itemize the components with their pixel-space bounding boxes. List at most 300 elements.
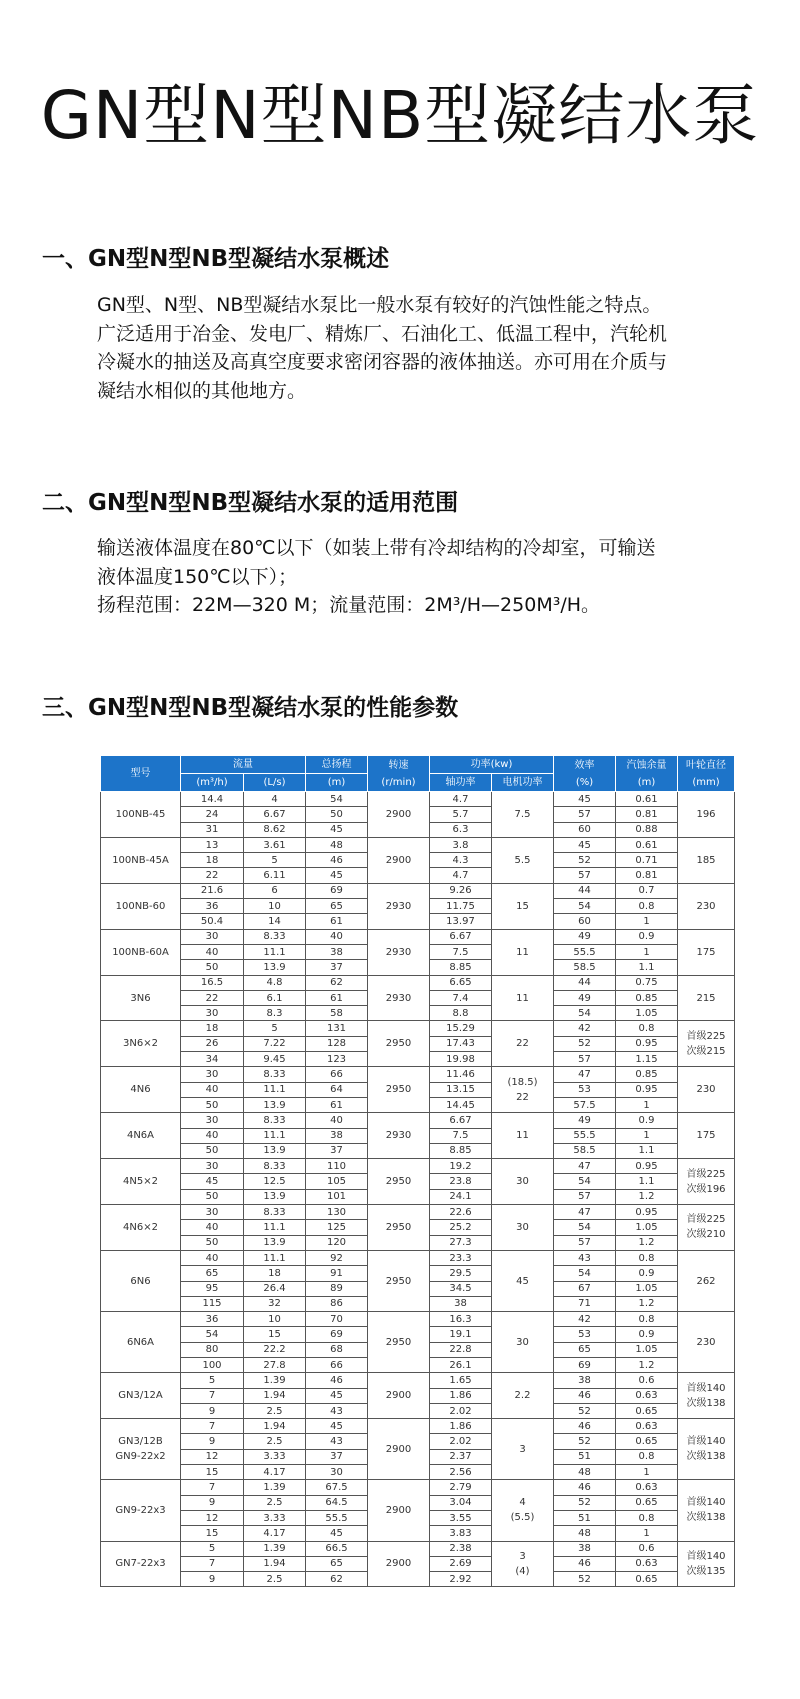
cell-npsh: 0.63 — [616, 1556, 678, 1571]
cell-efficiency: 46 — [554, 1419, 616, 1434]
cell-impeller: 首级140 次级138 — [678, 1419, 735, 1480]
cell-shaft-power: 2.02 — [430, 1434, 492, 1449]
cell-impeller: 175 — [678, 929, 735, 975]
cell-shaft-power: 34.5 — [430, 1281, 492, 1296]
cell-shaft-power: 7.5 — [430, 944, 492, 959]
cell-motor-power: 4 (5.5) — [492, 1480, 554, 1541]
cell-npsh: 0.8 — [616, 1021, 678, 1036]
cell-head: 46 — [306, 1373, 368, 1388]
cell-flow-m3h: 12 — [181, 1449, 244, 1464]
cell-flow-m3h: 26 — [181, 1036, 244, 1051]
table-row — [101, 1480, 735, 1495]
cell-head: 50 — [306, 807, 368, 822]
table-row — [101, 1205, 735, 1220]
cell-flow-m3h: 30 — [181, 1006, 244, 1021]
cell-efficiency: 67 — [554, 1281, 616, 1296]
cell-npsh: 1 — [616, 944, 678, 959]
header-speed-label: 转速 — [388, 759, 409, 771]
cell-head: 58 — [306, 1006, 368, 1021]
cell-efficiency: 55.5 — [554, 944, 616, 959]
body-line: 冷凝水的抽送及高真空度要求密闭容器的液体抽送。亦可用在介质与 — [97, 351, 668, 373]
cell-shaft-power: 3.8 — [430, 837, 492, 852]
cell-shaft-power: 3.04 — [430, 1495, 492, 1510]
cell-head: 43 — [306, 1434, 368, 1449]
cell-shaft-power: 1.86 — [430, 1419, 492, 1434]
cell-efficiency: 51 — [554, 1449, 616, 1464]
cell-head: 86 — [306, 1296, 368, 1311]
cell-flow-ls: 1.94 — [244, 1419, 306, 1434]
cell-npsh: 0.8 — [616, 1510, 678, 1525]
cell-head: 128 — [306, 1036, 368, 1051]
cell-efficiency: 65 — [554, 1342, 616, 1357]
cell-flow-m3h: 18 — [181, 853, 244, 868]
cell-flow-m3h: 7 — [181, 1556, 244, 1571]
cell-efficiency: 38 — [554, 1541, 616, 1556]
cell-head: 91 — [306, 1266, 368, 1281]
table-row — [101, 1250, 735, 1265]
table-row — [101, 1373, 735, 1388]
cell-efficiency: 54 — [554, 1174, 616, 1189]
cell-head: 66 — [306, 1357, 368, 1372]
cell-flow-ls: 1.39 — [244, 1373, 306, 1388]
cell-shaft-power: 1.86 — [430, 1388, 492, 1403]
cell-flow-m3h: 15 — [181, 1526, 244, 1541]
cell-speed: 2930 — [368, 883, 430, 929]
cell-shaft-power: 11.75 — [430, 899, 492, 914]
cell-flow-m3h: 5 — [181, 1541, 244, 1556]
cell-efficiency: 54 — [554, 899, 616, 914]
cell-flow-m3h: 30 — [181, 1159, 244, 1174]
cell-model: GN3/12B GN9-22x2 — [101, 1419, 181, 1480]
cell-head: 37 — [306, 1449, 368, 1464]
cell-flow-m3h: 50 — [181, 1189, 244, 1204]
cell-head: 131 — [306, 1021, 368, 1036]
cell-shaft-power: 19.1 — [430, 1327, 492, 1342]
header-head-unit: (m) — [306, 774, 368, 792]
cell-motor-power: 11 — [492, 1113, 554, 1159]
table-header — [101, 756, 735, 792]
cell-efficiency: 55.5 — [554, 1128, 616, 1143]
cell-efficiency: 47 — [554, 1159, 616, 1174]
cell-flow-m3h: 50 — [181, 1143, 244, 1158]
cell-efficiency: 57 — [554, 807, 616, 822]
cell-npsh: 0.85 — [616, 990, 678, 1005]
cell-efficiency: 54 — [554, 1220, 616, 1235]
cell-flow-m3h: 95 — [181, 1281, 244, 1296]
cell-npsh: 0.63 — [616, 1480, 678, 1495]
cell-motor-power: 11 — [492, 929, 554, 975]
body-line: 扬程范围：22M—320 M；流量范围：2M³/H—250M³/H。 — [97, 594, 601, 616]
header-flow-m3h: (m³/h) — [181, 774, 244, 792]
cell-flow-m3h: 50 — [181, 1097, 244, 1112]
cell-npsh: 0.9 — [616, 929, 678, 944]
cell-flow-ls: 4.17 — [244, 1526, 306, 1541]
table-row — [101, 1113, 735, 1128]
table-row — [101, 1312, 735, 1327]
cell-flow-m3h: 16.5 — [181, 975, 244, 990]
cell-head: 61 — [306, 1097, 368, 1112]
cell-efficiency: 47 — [554, 1205, 616, 1220]
cell-shaft-power: 2.38 — [430, 1541, 492, 1556]
cell-shaft-power: 2.69 — [430, 1556, 492, 1571]
cell-motor-power: 5.5 — [492, 837, 554, 883]
cell-shaft-power: 2.56 — [430, 1465, 492, 1480]
cell-head: 55.5 — [306, 1510, 368, 1525]
cell-npsh: 0.65 — [616, 1403, 678, 1418]
cell-efficiency: 44 — [554, 883, 616, 898]
section-heading: 一、GN型N型NB型凝结水泵概述 — [42, 246, 390, 272]
cell-npsh: 1 — [616, 1128, 678, 1143]
cell-efficiency: 42 — [554, 1021, 616, 1036]
cell-npsh: 1.2 — [616, 1357, 678, 1372]
cell-efficiency: 71 — [554, 1296, 616, 1311]
cell-shaft-power: 8.8 — [430, 1006, 492, 1021]
cell-flow-m3h: 100 — [181, 1357, 244, 1372]
cell-model: 4N6A — [101, 1113, 181, 1159]
cell-flow-ls: 11.1 — [244, 1250, 306, 1265]
cell-head: 37 — [306, 960, 368, 975]
cell-flow-m3h: 40 — [181, 944, 244, 959]
cell-head: 101 — [306, 1189, 368, 1204]
cell-npsh: 1.1 — [616, 1174, 678, 1189]
cell-flow-ls: 11.1 — [244, 1220, 306, 1235]
cell-motor-power: 30 — [492, 1159, 554, 1205]
cell-speed: 2900 — [368, 837, 430, 883]
cell-npsh: 1.05 — [616, 1342, 678, 1357]
cell-shaft-power: 3.55 — [430, 1510, 492, 1525]
cell-shaft-power: 17.43 — [430, 1036, 492, 1051]
cell-flow-m3h: 14.4 — [181, 792, 244, 807]
cell-head: 64 — [306, 1082, 368, 1097]
cell-npsh: 0.6 — [616, 1541, 678, 1556]
cell-motor-power: 3 (4) — [492, 1541, 554, 1587]
body-line: 输送液体温度在80℃以下（如装上带有冷却结构的冷却室，可输送 — [97, 537, 656, 559]
cell-npsh: 0.61 — [616, 837, 678, 852]
cell-npsh: 0.8 — [616, 1449, 678, 1464]
cell-flow-ls: 14 — [244, 914, 306, 929]
header-motor-power: 电机功率 — [492, 774, 554, 792]
cell-shaft-power: 15.29 — [430, 1021, 492, 1036]
cell-flow-m3h: 65 — [181, 1266, 244, 1281]
cell-flow-m3h: 9 — [181, 1572, 244, 1587]
cell-npsh: 0.95 — [616, 1205, 678, 1220]
cell-npsh: 0.6 — [616, 1373, 678, 1388]
cell-model: 100NB-60 — [101, 883, 181, 929]
cell-shaft-power: 22.8 — [430, 1342, 492, 1357]
cell-flow-m3h: 54 — [181, 1327, 244, 1342]
table-row — [101, 1419, 735, 1434]
header-efficiency-label: 效率 — [574, 759, 595, 771]
cell-efficiency: 43 — [554, 1250, 616, 1265]
cell-npsh: 1 — [616, 914, 678, 929]
cell-flow-ls: 7.22 — [244, 1036, 306, 1051]
cell-head: 45 — [306, 1419, 368, 1434]
cell-efficiency: 69 — [554, 1357, 616, 1372]
cell-flow-ls: 13.9 — [244, 1097, 306, 1112]
cell-shaft-power: 5.7 — [430, 807, 492, 822]
cell-flow-ls: 22.2 — [244, 1342, 306, 1357]
cell-flow-ls: 12.5 — [244, 1174, 306, 1189]
cell-head: 69 — [306, 1327, 368, 1342]
cell-npsh: 0.88 — [616, 822, 678, 837]
cell-shaft-power: 13.97 — [430, 914, 492, 929]
cell-head: 46 — [306, 853, 368, 868]
cell-efficiency: 49 — [554, 990, 616, 1005]
cell-flow-m3h: 36 — [181, 899, 244, 914]
cell-npsh: 0.9 — [616, 1327, 678, 1342]
cell-head: 62 — [306, 1572, 368, 1587]
header-head: 总扬程 — [306, 756, 368, 774]
cell-npsh: 1.2 — [616, 1235, 678, 1250]
cell-npsh: 0.95 — [616, 1036, 678, 1051]
cell-motor-power: 15 — [492, 883, 554, 929]
header-impeller — [678, 756, 735, 792]
cell-head: 48 — [306, 837, 368, 852]
cell-head: 92 — [306, 1250, 368, 1265]
cell-head: 67.5 — [306, 1480, 368, 1495]
cell-shaft-power: 4.7 — [430, 868, 492, 883]
cell-motor-power: 11 — [492, 975, 554, 1021]
cell-impeller: 262 — [678, 1250, 735, 1311]
cell-speed: 2930 — [368, 929, 430, 975]
cell-shaft-power: 11.46 — [430, 1067, 492, 1082]
cell-npsh: 1 — [616, 1465, 678, 1480]
cell-motor-power: 22 — [492, 1021, 554, 1067]
cell-head: 61 — [306, 990, 368, 1005]
cell-efficiency: 44 — [554, 975, 616, 990]
cell-head: 64.5 — [306, 1495, 368, 1510]
cell-flow-ls: 13.9 — [244, 1189, 306, 1204]
cell-flow-ls: 2.5 — [244, 1572, 306, 1587]
cell-speed: 2950 — [368, 1312, 430, 1373]
cell-flow-m3h: 115 — [181, 1296, 244, 1311]
cell-flow-ls: 10 — [244, 1312, 306, 1327]
body-line: 凝结水相似的其他地方。 — [97, 379, 307, 402]
cell-flow-ls: 10 — [244, 899, 306, 914]
cell-impeller: 230 — [678, 1067, 735, 1113]
cell-flow-m3h: 30 — [181, 1205, 244, 1220]
header-efficiency — [554, 756, 616, 792]
cell-motor-power: 7.5 — [492, 792, 554, 838]
cell-shaft-power: 7.4 — [430, 990, 492, 1005]
cell-efficiency: 42 — [554, 1312, 616, 1327]
cell-npsh: 0.71 — [616, 853, 678, 868]
cell-head: 110 — [306, 1159, 368, 1174]
cell-efficiency: 54 — [554, 1266, 616, 1281]
cell-shaft-power: 6.67 — [430, 1113, 492, 1128]
cell-efficiency: 57 — [554, 1235, 616, 1250]
cell-model: 100NB-45 — [101, 792, 181, 838]
table-row — [101, 1541, 735, 1556]
cell-flow-ls: 11.1 — [244, 1128, 306, 1143]
cell-efficiency: 54 — [554, 1006, 616, 1021]
cell-model: 6N6 — [101, 1250, 181, 1311]
cell-npsh: 1.1 — [616, 1143, 678, 1158]
cell-head: 123 — [306, 1052, 368, 1067]
cell-impeller: 首级140 次级138 — [678, 1480, 735, 1541]
cell-flow-ls: 8.33 — [244, 1113, 306, 1128]
cell-flow-m3h: 9 — [181, 1403, 244, 1418]
cell-efficiency: 49 — [554, 929, 616, 944]
cell-npsh: 0.81 — [616, 868, 678, 883]
header-speed-unit: (r/min) — [381, 776, 416, 788]
cell-npsh: 1.2 — [616, 1296, 678, 1311]
cell-flow-m3h: 30 — [181, 929, 244, 944]
cell-flow-m3h: 7 — [181, 1388, 244, 1403]
cell-npsh: 1 — [616, 1097, 678, 1112]
cell-flow-ls: 8.62 — [244, 822, 306, 837]
cell-flow-ls: 11.1 — [244, 944, 306, 959]
cell-efficiency: 57 — [554, 1189, 616, 1204]
body-line: GN型、N型、NB型凝结水泵比一般水泵有较好的汽蚀性能之特点。 — [97, 294, 662, 316]
cell-flow-ls: 6 — [244, 883, 306, 898]
cell-efficiency: 60 — [554, 822, 616, 837]
cell-shaft-power: 7.5 — [430, 1128, 492, 1143]
cell-head: 65 — [306, 1556, 368, 1571]
cell-flow-ls: 8.33 — [244, 1159, 306, 1174]
cell-efficiency: 53 — [554, 1082, 616, 1097]
cell-flow-ls: 5 — [244, 1021, 306, 1036]
cell-efficiency: 60 — [554, 914, 616, 929]
cell-speed: 2900 — [368, 1480, 430, 1541]
cell-model: 100NB-60A — [101, 929, 181, 975]
cell-motor-power: 45 — [492, 1250, 554, 1311]
body-line: 广泛适用于冶金、发电厂、精炼厂、石油化工、低温工程中，汽轮机 — [97, 322, 668, 345]
header-impeller-label: 叶轮直径 — [686, 759, 726, 771]
cell-flow-m3h: 22 — [181, 868, 244, 883]
cell-efficiency: 57 — [554, 868, 616, 883]
cell-efficiency: 48 — [554, 1465, 616, 1480]
header-npsh-label: 汽蚀余量 — [626, 759, 667, 771]
cell-efficiency: 57 — [554, 1052, 616, 1067]
cell-efficiency: 53 — [554, 1327, 616, 1342]
table-row — [101, 975, 735, 990]
cell-npsh: 0.9 — [616, 1266, 678, 1281]
cell-shaft-power: 8.85 — [430, 1143, 492, 1158]
cell-efficiency: 58.5 — [554, 1143, 616, 1158]
cell-model: 4N6×2 — [101, 1205, 181, 1251]
cell-flow-m3h: 31 — [181, 822, 244, 837]
cell-flow-m3h: 36 — [181, 1312, 244, 1327]
cell-head: 120 — [306, 1235, 368, 1250]
table-body — [101, 792, 735, 1587]
cell-head: 125 — [306, 1220, 368, 1235]
cell-head: 30 — [306, 1465, 368, 1480]
cell-head: 45 — [306, 822, 368, 837]
cell-head: 40 — [306, 929, 368, 944]
cell-flow-m3h: 5 — [181, 1373, 244, 1388]
cell-flow-m3h: 40 — [181, 1250, 244, 1265]
cell-speed: 2950 — [368, 1021, 430, 1067]
cell-efficiency: 58.5 — [554, 960, 616, 975]
cell-flow-ls: 1.94 — [244, 1388, 306, 1403]
cell-speed: 2950 — [368, 1067, 430, 1113]
header-power: 功率(kw) — [430, 756, 554, 774]
cell-head: 54 — [306, 792, 368, 807]
cell-head: 69 — [306, 883, 368, 898]
cell-head: 62 — [306, 975, 368, 990]
cell-npsh: 0.65 — [616, 1572, 678, 1587]
cell-flow-ls: 8.33 — [244, 1067, 306, 1082]
cell-npsh: 1.2 — [616, 1189, 678, 1204]
cell-speed: 2900 — [368, 1373, 430, 1419]
cell-flow-ls: 4.17 — [244, 1465, 306, 1480]
cell-flow-ls: 27.8 — [244, 1357, 306, 1372]
cell-npsh: 0.8 — [616, 1312, 678, 1327]
cell-impeller: 175 — [678, 1113, 735, 1159]
cell-head: 40 — [306, 1113, 368, 1128]
cell-motor-power: 30 — [492, 1312, 554, 1373]
table-row — [101, 929, 735, 944]
cell-flow-ls: 1.39 — [244, 1480, 306, 1495]
cell-flow-m3h: 40 — [181, 1082, 244, 1097]
cell-npsh: 0.65 — [616, 1495, 678, 1510]
cell-head: 68 — [306, 1342, 368, 1357]
cell-head: 43 — [306, 1403, 368, 1418]
cell-head: 38 — [306, 1128, 368, 1143]
table-row — [101, 1067, 735, 1082]
cell-shaft-power: 3.83 — [430, 1526, 492, 1541]
performance-table — [100, 755, 735, 1587]
cell-flow-m3h: 21.6 — [181, 883, 244, 898]
cell-shaft-power: 26.1 — [430, 1357, 492, 1372]
cell-model: 4N5×2 — [101, 1159, 181, 1205]
cell-flow-m3h: 34 — [181, 1052, 244, 1067]
cell-model: 6N6A — [101, 1312, 181, 1373]
cell-shaft-power: 4.7 — [430, 792, 492, 807]
cell-efficiency: 45 — [554, 792, 616, 807]
cell-efficiency: 52 — [554, 1434, 616, 1449]
cell-flow-ls: 9.45 — [244, 1052, 306, 1067]
cell-flow-m3h: 9 — [181, 1434, 244, 1449]
cell-npsh: 1.15 — [616, 1052, 678, 1067]
header-efficiency-unit: (%) — [575, 776, 594, 788]
header-shaft-power: 轴功率 — [430, 774, 492, 792]
section-body — [97, 534, 777, 620]
cell-flow-ls: 32 — [244, 1296, 306, 1311]
cell-head: 37 — [306, 1143, 368, 1158]
cell-npsh: 1.05 — [616, 1220, 678, 1235]
cell-shaft-power: 14.45 — [430, 1097, 492, 1112]
cell-impeller: 首级225 次级196 — [678, 1159, 735, 1205]
cell-efficiency: 46 — [554, 1480, 616, 1495]
cell-head: 45 — [306, 1388, 368, 1403]
cell-npsh: 0.63 — [616, 1388, 678, 1403]
cell-flow-m3h: 40 — [181, 1128, 244, 1143]
cell-shaft-power: 19.2 — [430, 1159, 492, 1174]
cell-impeller: 215 — [678, 975, 735, 1021]
cell-npsh: 0.81 — [616, 807, 678, 822]
cell-flow-m3h: 7 — [181, 1480, 244, 1495]
cell-shaft-power: 4.3 — [430, 853, 492, 868]
cell-head: 45 — [306, 868, 368, 883]
cell-model: GN9-22x3 — [101, 1480, 181, 1541]
cell-flow-m3h: 7 — [181, 1419, 244, 1434]
cell-efficiency: 52 — [554, 1036, 616, 1051]
cell-head: 89 — [306, 1281, 368, 1296]
cell-model: 4N6 — [101, 1067, 181, 1113]
cell-npsh: 1.05 — [616, 1281, 678, 1296]
cell-npsh: 0.8 — [616, 1250, 678, 1265]
cell-shaft-power: 23.3 — [430, 1250, 492, 1265]
cell-shaft-power: 22.6 — [430, 1205, 492, 1220]
section-body — [97, 291, 777, 405]
cell-shaft-power: 16.3 — [430, 1312, 492, 1327]
cell-shaft-power: 29.5 — [430, 1266, 492, 1281]
cell-flow-ls: 15 — [244, 1327, 306, 1342]
cell-shaft-power: 19.98 — [430, 1052, 492, 1067]
cell-flow-m3h: 13 — [181, 837, 244, 852]
